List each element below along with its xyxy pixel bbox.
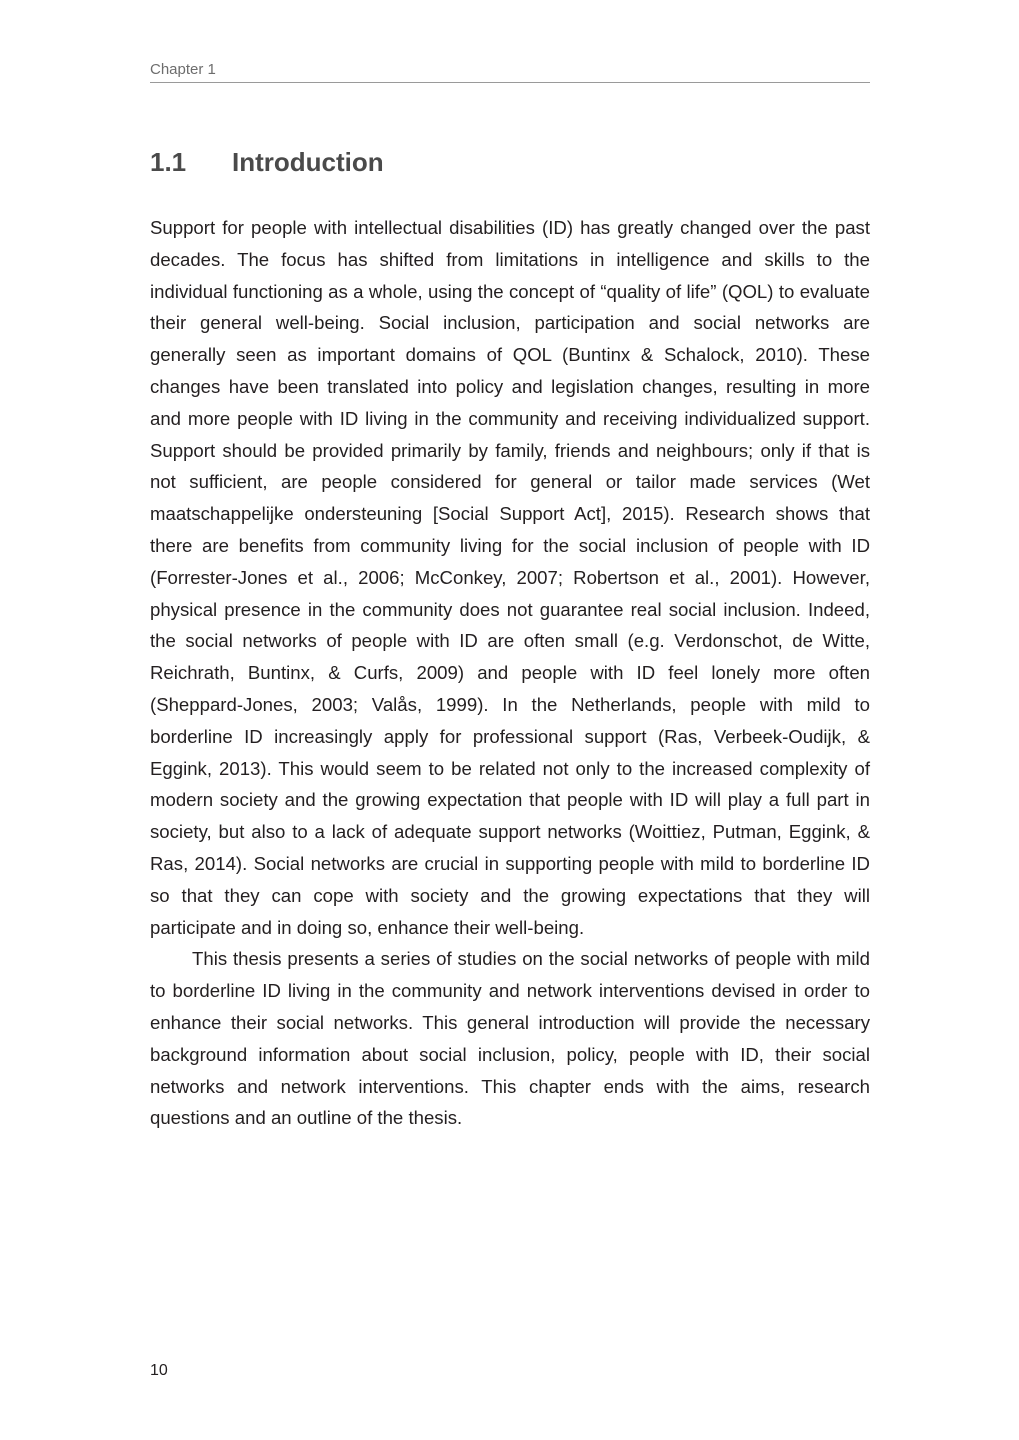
body-text — [150, 212, 870, 1134]
running-header — [150, 60, 870, 83]
section-number: 1.1 — [150, 147, 187, 177]
section-title: Introduction — [232, 147, 384, 177]
paragraph: This thesis presents a series of studies on the social networks of people with mild to borderline ID living in the community and network interventions devised in order to enhance their social networks. This general introduction will provide the necessary background information about social inclusion, policy, people with ID, their social networks and network interventions. This chapter ends with the aims, research questions and an outline of the thesis. — [150, 948, 870, 1129]
page-number: 10 — [150, 1362, 168, 1379]
paragraph: Support for people with intellectual disabilities (ID) has greatly changed over the past decades. The focus has shifted from limitations in intelligence and skills to the individual functioning as a whole, using the concept of “quality of life” (QOL) to evaluate their general well-being. Social inclusion, participation and social networks are generally seen as important domains of QOL (Buntinx & Schalock, 2010). These changes have been translated into policy and legislation changes, resulting in more and more people with ID living in the community and receiving individualized support. Support should be provided primarily by family, friends and neighbours; only if that is not sufficient, are people considered for general or tailor made services (Wet maatschappelijke ondersteuning [Social Support Act], 2015). Research shows that there are benefits from community living for the social inclusion of people with ID (Forrester-Jones et al., 2006; McConkey, 2007; Robertson et al., 2001). However, physical presence in the community does not guarantee real social inclusion. Indeed, the social networks of people with ID are often small (e.g. Verdonschot, de Witte, Reichrath, Buntinx, & Curfs, 2009) and people with ID feel lonely more often (Sheppard-Jones, 2003; Valås, 1999). In the Netherlands, people with mild to borderline ID increasingly apply for professional support (Ras, Verbeek-Oudijk, & Eggink, 2013). This would seem to be related not only to the increased complexity of modern society and the growing expectation that people with ID will play a full part in society, but also to a lack of adequate support networks (Woittiez, Putman, Eggink, & Ras, 2014). Social networks are crucial in supporting people with mild to borderline ID so that they can cope with society and the growing expectations that they will participate and in doing so, enhance their well-being. — [150, 217, 870, 938]
section-heading — [150, 144, 870, 180]
running-header-title: Chapter 1 — [150, 61, 216, 78]
